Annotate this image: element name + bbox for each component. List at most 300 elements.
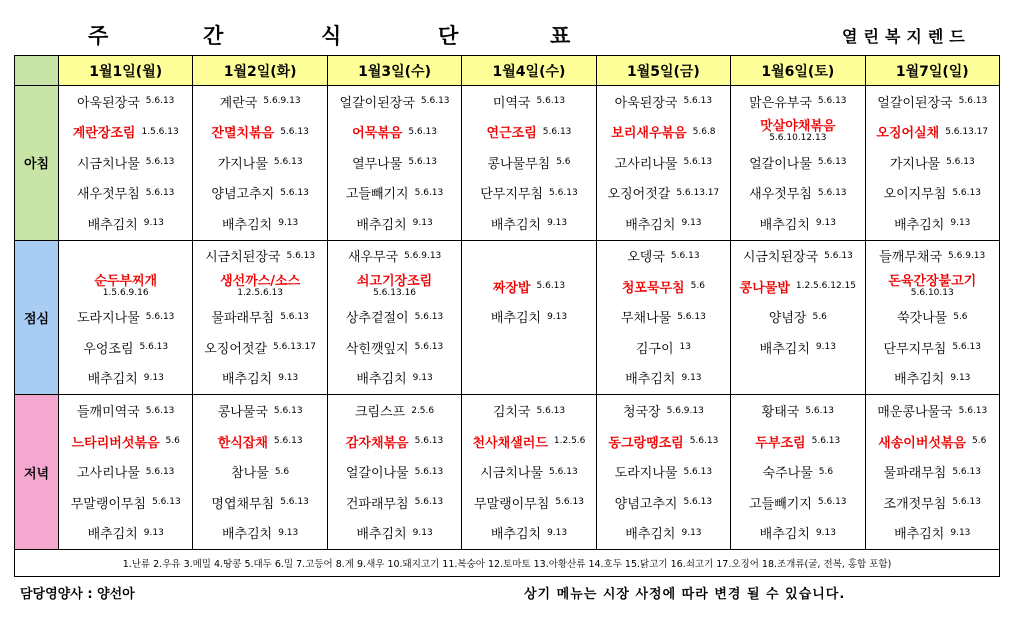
menu-item <box>866 487 999 518</box>
allergen-codes: 5.6.13 <box>280 126 309 137</box>
dish-name: 우엉조림 <box>83 341 134 357</box>
dish-name: 배추김치 <box>625 527 676 543</box>
allergen-codes: 9.13 <box>412 218 433 229</box>
dish-name: 배추김치 <box>894 372 945 388</box>
menu-item <box>193 517 326 548</box>
dish-name: 콩나물국 <box>217 405 268 421</box>
dish-name: 얼갈이나물 <box>749 156 812 172</box>
dish-name: 고들빼기지 <box>749 496 812 512</box>
allergen-codes: 1.5.6.9.16 <box>102 287 149 298</box>
menu-item <box>731 241 864 272</box>
allergen-codes: 5.6.13 <box>414 466 444 477</box>
dish-name: 오징어젓갈 <box>204 341 268 357</box>
allergen-codes: 5.6.13 <box>414 436 444 447</box>
dish-name: 양념장 <box>768 311 807 327</box>
menu-item <box>597 456 730 487</box>
menu-item <box>866 147 999 178</box>
menu-item <box>462 426 595 457</box>
allergen-codes: 5.6.13 <box>273 436 303 447</box>
dish-name: 오징어젓갈 <box>607 187 671 203</box>
menu-item <box>193 487 326 518</box>
allergen-codes: 5.6.13 <box>952 342 981 353</box>
menu-item <box>866 178 999 209</box>
menu-cell <box>462 395 596 550</box>
menu-item <box>866 517 999 548</box>
menu-item <box>597 302 730 333</box>
allergen-codes: 5.6.13 <box>280 497 309 508</box>
dish-name: 참나물 <box>231 466 269 482</box>
allergen-codes: 5.6.13 <box>414 497 444 508</box>
allergen-codes: 5.6.13 <box>145 96 175 107</box>
dish-name: 상추겉절이 <box>345 311 409 327</box>
menu-item <box>59 456 192 487</box>
dish-name: 매운콩나물국 <box>877 405 953 421</box>
menu-item <box>328 517 461 548</box>
dish-name: 시금치된장국 <box>742 250 819 266</box>
allergen-codes: 9.13 <box>278 218 299 229</box>
menu-item <box>59 208 192 239</box>
allergen-codes: 9.13 <box>412 372 433 383</box>
allergen-codes: 5.6.13 <box>536 281 566 292</box>
allergen-codes: 5.6.13 <box>946 157 975 168</box>
meal-label: 저녁 <box>15 395 59 550</box>
dish-name: 얼갈이된장국 <box>339 95 415 111</box>
allergen-codes: 9.13 <box>681 527 702 538</box>
menu-cell <box>731 395 865 550</box>
day-header: 1월6일(토) <box>731 56 865 86</box>
title-char: 간 <box>203 24 224 48</box>
dish-name: 배추김치 <box>490 527 542 543</box>
menu-item <box>59 302 192 333</box>
menu-item <box>597 117 730 148</box>
allergen-codes: 1.2.5.6.13 <box>237 287 284 298</box>
dish-name: 황태국 <box>761 405 800 421</box>
title-char: 식 <box>321 24 342 48</box>
allergen-codes: 5.6 <box>953 311 968 322</box>
allergen-codes: 5.6.13 <box>414 187 444 198</box>
dish-name: 오징어실채 <box>876 126 940 142</box>
allergen-codes: 5.6 <box>274 466 290 477</box>
menu-item <box>59 363 192 394</box>
menu-item <box>597 487 730 518</box>
dish-name: 도라지나물 <box>76 311 140 327</box>
dish-name: 배추김치 <box>356 372 407 388</box>
allergen-codes: 5.6.13 <box>286 250 316 261</box>
dish-name: 배추김치 <box>356 527 407 543</box>
menu-item <box>597 332 730 363</box>
menu-cell <box>731 86 865 241</box>
allergen-codes: 5.6 <box>972 436 987 447</box>
menu-item <box>193 271 326 302</box>
dish-name: 감자채볶음 <box>345 435 409 451</box>
allergen-codes: 5.6.13 <box>145 311 175 322</box>
menu-cell <box>193 395 327 550</box>
dish-name: 아욱된장국 <box>76 95 140 111</box>
dish-name: 새우무국 <box>347 250 399 266</box>
menu-item <box>731 86 864 117</box>
allergen-codes: 13 <box>679 342 691 353</box>
dish-name: 배추김치 <box>759 527 810 543</box>
allergen-codes: 1.2.5.6.12.15 <box>795 281 856 292</box>
dish-name: 계란장조림 <box>72 126 136 142</box>
nutritionist-label: 담당영양사 : 양선아 <box>20 587 135 602</box>
title-char: 표 <box>550 24 571 48</box>
allergen-codes: 5.6.9.13 <box>263 96 301 107</box>
dish-name: 고사리나물 <box>76 466 140 482</box>
menu-item <box>866 332 999 363</box>
menu-item <box>866 86 999 117</box>
menu-item <box>597 178 730 209</box>
dish-name: 배추김치 <box>356 217 407 233</box>
allergen-codes: 1.5.6.13 <box>141 126 179 137</box>
menu-cell <box>462 240 596 395</box>
menu-item <box>731 332 864 363</box>
dish-name: 배추김치 <box>221 527 273 543</box>
menu-item <box>193 117 326 148</box>
weekly-menu-table <box>14 55 1000 577</box>
menu-item <box>462 395 595 426</box>
allergen-codes: 5.6.13 <box>817 157 847 168</box>
dish-name: 건파래무침 <box>345 496 409 512</box>
dish-name: 청국장 <box>622 405 661 421</box>
allergen-codes: 9.13 <box>278 527 299 538</box>
dish-name: 가지나물 <box>217 156 268 172</box>
allergen-codes: 5.6.13 <box>139 342 169 353</box>
allergen-codes: 5.6.13 <box>273 157 303 168</box>
title-char: 주 <box>88 24 109 48</box>
day-header: 1월5일(금) <box>596 56 730 86</box>
menu-item <box>731 426 864 457</box>
allergen-codes: 5.6.13 <box>555 497 584 508</box>
allergen-codes: 5.6.13 <box>683 497 713 508</box>
dish-name: 맑은유부국 <box>749 95 812 111</box>
allergen-codes: 5.6.13 <box>958 405 988 416</box>
dish-name: 오이지무침 <box>883 187 947 203</box>
dish-name: 배추김치 <box>490 217 542 233</box>
allergen-codes: 9.13 <box>143 527 164 538</box>
menu-item <box>462 487 595 518</box>
dish-name: 김치국 <box>492 405 531 421</box>
allergen-codes: 1.2.5.6 <box>553 436 586 447</box>
menu-item <box>59 332 192 363</box>
menu-cell <box>865 86 999 241</box>
dish-name: 어묵볶음 <box>352 126 403 142</box>
menu-item <box>59 117 192 148</box>
menu-item <box>59 395 192 426</box>
dish-name: 시금치나물 <box>480 466 544 482</box>
dish-name: 맛살야채볶음 <box>760 119 836 135</box>
dish-name: 두부조림 <box>755 435 806 451</box>
dish-name: 무채나물 <box>620 311 672 327</box>
dish-name: 단무지무침 <box>883 341 947 357</box>
allergen-codes: 5.6 <box>818 466 834 477</box>
menu-item <box>597 517 730 548</box>
change-notice: 상기 메뉴는 시장 사정에 따라 변경 될 수 있습니다. <box>524 587 846 602</box>
dish-name: 단무지무침 <box>480 187 544 203</box>
dish-name: 계란국 <box>219 95 258 111</box>
allergen-codes: 9.13 <box>547 527 568 538</box>
menu-item <box>597 147 730 178</box>
dish-name: 김구이 <box>635 341 674 357</box>
allergen-codes: 5.6.13 <box>817 96 847 107</box>
corner-cell <box>15 56 59 86</box>
dish-name: 미역국 <box>492 95 531 111</box>
dish-name: 명엽채무침 <box>211 496 275 512</box>
dish-name: 새우젓무침 <box>76 187 140 203</box>
allergen-codes: 9.13 <box>681 218 702 229</box>
dish-name: 보리새우볶음 <box>611 126 687 142</box>
menu-item <box>597 395 730 426</box>
dish-name: 크림스프 <box>354 405 406 421</box>
allergen-codes: 9.13 <box>143 372 164 383</box>
allergen-codes: 5.6 <box>690 281 705 292</box>
dish-name: 돈육간장불고기 <box>888 273 977 289</box>
allergen-codes: 9.13 <box>950 218 971 229</box>
dish-name: 배추김치 <box>625 372 676 388</box>
allergen-codes: 5.6.13 <box>689 436 719 447</box>
allergen-codes: 5.6.8 <box>692 126 716 137</box>
menu-cell <box>59 86 193 241</box>
menu-item <box>597 241 730 272</box>
dish-name: 새송이버섯볶음 <box>878 435 967 451</box>
dish-name: 배추김치 <box>87 372 138 388</box>
dish-name: 배추김치 <box>894 217 945 233</box>
menu-cell <box>462 86 596 241</box>
dish-name: 고들빼기지 <box>345 187 409 203</box>
dish-name: 도라지나물 <box>614 466 678 482</box>
menu-item <box>597 86 730 117</box>
allergen-codes: 5.6.13 <box>414 342 444 353</box>
menu-cell <box>731 240 865 395</box>
dish-name: 숙주나물 <box>762 466 813 482</box>
menu-item <box>866 302 999 333</box>
menu-item <box>328 426 461 457</box>
menu-cell <box>327 240 461 395</box>
menu-item <box>193 86 326 117</box>
menu-item <box>462 208 595 239</box>
dish-name: 시금치나물 <box>76 156 140 172</box>
dish-name: 고사리나물 <box>614 156 678 172</box>
allergen-codes: 5.6 <box>556 157 571 168</box>
meal-label: 아침 <box>15 86 59 241</box>
dish-name: 조개젓무침 <box>883 496 947 512</box>
allergen-codes: 5.6.13 <box>536 405 566 416</box>
menu-cell <box>193 86 327 241</box>
allergen-codes: 5.6.13 <box>683 157 713 168</box>
menu-item <box>462 456 595 487</box>
day-header: 1월2일(화) <box>193 56 327 86</box>
allergen-codes: 5.6.13 <box>952 497 981 508</box>
allergen-codes: 5.6.13 <box>408 126 437 137</box>
menu-item <box>731 363 864 394</box>
allergen-codes: 5.6.13 <box>817 497 847 508</box>
dish-name: 물파래무침 <box>211 311 275 327</box>
menu-item <box>731 117 864 148</box>
menu-cell <box>193 240 327 395</box>
allergen-codes: 9.13 <box>143 218 164 229</box>
allergen-codes: 5.6.13 <box>145 187 175 198</box>
allergen-codes: 5.6.13 <box>811 436 841 447</box>
dish-name: 콩나물밥 <box>739 280 790 296</box>
dish-name: 삭힌깻잎지 <box>345 341 409 357</box>
dish-name: 가지나물 <box>889 156 941 172</box>
dish-name: 배추김치 <box>894 527 945 543</box>
menu-item <box>193 363 326 394</box>
allergen-codes: 5.6.13.17 <box>676 187 720 198</box>
menu-item <box>866 426 999 457</box>
meal-row <box>15 86 1000 241</box>
allergen-codes: 9.13 <box>547 218 568 229</box>
dish-name: 배추김치 <box>759 217 810 233</box>
day-header: 1월1일(월) <box>59 56 193 86</box>
menu-item <box>59 426 192 457</box>
menu-item <box>193 178 326 209</box>
menu-item <box>731 487 864 518</box>
menu-item <box>328 86 461 117</box>
menu-item <box>59 178 192 209</box>
day-header-row <box>15 56 1000 86</box>
menu-item <box>328 395 461 426</box>
menu-item <box>462 178 595 209</box>
allergen-codes: 5.6.13 <box>677 311 706 322</box>
allergen-codes: 5.6.13 <box>958 96 988 107</box>
meal-row <box>15 240 1000 395</box>
menu-item <box>193 302 326 333</box>
menu-item <box>193 426 326 457</box>
allergen-codes: 5.6.13 <box>152 497 181 508</box>
dish-name: 느타리버섯볶음 <box>71 435 160 451</box>
menu-cell <box>59 395 193 550</box>
menu-item <box>193 147 326 178</box>
menu-cell <box>59 240 193 395</box>
menu-cell <box>596 395 730 550</box>
dish-name: 순두부찌개 <box>94 273 158 289</box>
allergen-codes: 5.6.13 <box>952 187 981 198</box>
menu-item <box>731 271 864 302</box>
menu-item <box>328 147 461 178</box>
allergen-codes: 5.6.13 <box>805 405 834 416</box>
menu-item <box>328 117 461 148</box>
dish-name: 무말랭이무침 <box>473 496 550 512</box>
menu-item <box>59 487 192 518</box>
menu-item <box>59 517 192 548</box>
allergen-codes: 5.6.13 <box>549 187 578 198</box>
menu-item <box>731 302 864 333</box>
allergen-codes: 5.6.13 <box>408 157 437 168</box>
dish-name: 생선까스/소스 <box>220 273 301 289</box>
menu-cell <box>865 240 999 395</box>
allergen-codes: 9.13 <box>412 527 433 538</box>
allergen-codes: 9.13 <box>950 372 971 383</box>
menu-item <box>59 241 192 272</box>
dish-name: 얼갈이나물 <box>345 466 409 482</box>
menu-item <box>193 395 326 426</box>
allergen-row <box>15 550 1000 577</box>
menu-item <box>193 332 326 363</box>
allergen-codes: 5.6.10.12.13 <box>769 132 827 143</box>
allergen-codes: 5.6 <box>165 436 180 447</box>
menu-item <box>328 178 461 209</box>
menu-cell <box>327 395 461 550</box>
menu-item <box>731 147 864 178</box>
day-header: 1월4일(수) <box>462 56 596 86</box>
menu-item <box>597 426 730 457</box>
allergen-codes: 9.13 <box>278 372 299 383</box>
menu-item <box>866 363 999 394</box>
dish-name: 천사채샐러드 <box>472 435 548 451</box>
allergen-codes: 5.6.13 <box>683 96 713 107</box>
allergen-codes: 2.5.6 <box>411 405 435 416</box>
allergen-codes: 5.6.9.13 <box>666 405 704 416</box>
menu-item <box>328 487 461 518</box>
menu-item <box>59 86 192 117</box>
dish-name: 배추김치 <box>490 311 542 327</box>
dish-name: 연근조림 <box>486 126 537 142</box>
menu-item <box>866 208 999 239</box>
menu-item <box>328 332 461 363</box>
menu-item <box>462 517 595 548</box>
menu-item <box>328 271 461 302</box>
day-header: 1월3일(수) <box>327 56 461 86</box>
dish-name: 양념고추지 <box>614 496 678 512</box>
dish-name: 양념고추지 <box>211 187 275 203</box>
dish-name: 새우젓무침 <box>749 187 812 203</box>
allergen-codes: 5.6.13.16 <box>373 287 417 298</box>
menu-item <box>462 117 595 148</box>
dish-name: 무말랭이무침 <box>70 496 147 512</box>
dish-name: 열무나물 <box>352 156 403 172</box>
dish-name: 배추김치 <box>87 527 138 543</box>
menu-item <box>462 86 595 117</box>
dish-name: 짜장밥 <box>492 280 531 296</box>
menu-item <box>328 456 461 487</box>
dish-name: 쇠고기장조림 <box>356 273 433 289</box>
dish-name: 동그랑땡조림 <box>608 435 684 451</box>
menu-item <box>462 302 595 333</box>
menu-item <box>731 178 864 209</box>
menu-item <box>731 395 864 426</box>
dish-name: 잔멸치볶음 <box>211 126 275 142</box>
dish-name: 청포묵무침 <box>621 280 685 296</box>
menu-item <box>597 271 730 302</box>
menu-item <box>462 147 595 178</box>
menu-item <box>328 241 461 272</box>
menu-cell <box>327 86 461 241</box>
allergen-codes: 5.6.13 <box>273 405 303 416</box>
menu-item <box>866 456 999 487</box>
allergen-codes: 9.13 <box>815 527 836 538</box>
allergen-codes: 5.6.13 <box>817 187 847 198</box>
title-char: 단 <box>438 24 459 48</box>
menu-item <box>328 302 461 333</box>
allergen-codes: 9.13 <box>815 342 836 353</box>
menu-item <box>866 241 999 272</box>
allergen-codes: 5.6.10.13 <box>910 287 954 298</box>
dish-name: 오뎅국 <box>627 250 665 266</box>
menu-item <box>597 208 730 239</box>
allergen-codes: 9.13 <box>950 527 971 538</box>
allergen-codes: 5.6.13 <box>683 466 713 477</box>
dish-name: 배추김치 <box>625 217 676 233</box>
allergen-codes: 5.6.13 <box>670 250 700 261</box>
allergen-codes: 9.13 <box>547 311 568 322</box>
menu-item <box>866 395 999 426</box>
dish-name: 아욱된장국 <box>614 95 678 111</box>
menu-item <box>597 363 730 394</box>
allergen-codes: 5.6.13 <box>280 187 309 198</box>
dish-name: 들깨무채국 <box>879 250 943 266</box>
menu-item <box>59 147 192 178</box>
